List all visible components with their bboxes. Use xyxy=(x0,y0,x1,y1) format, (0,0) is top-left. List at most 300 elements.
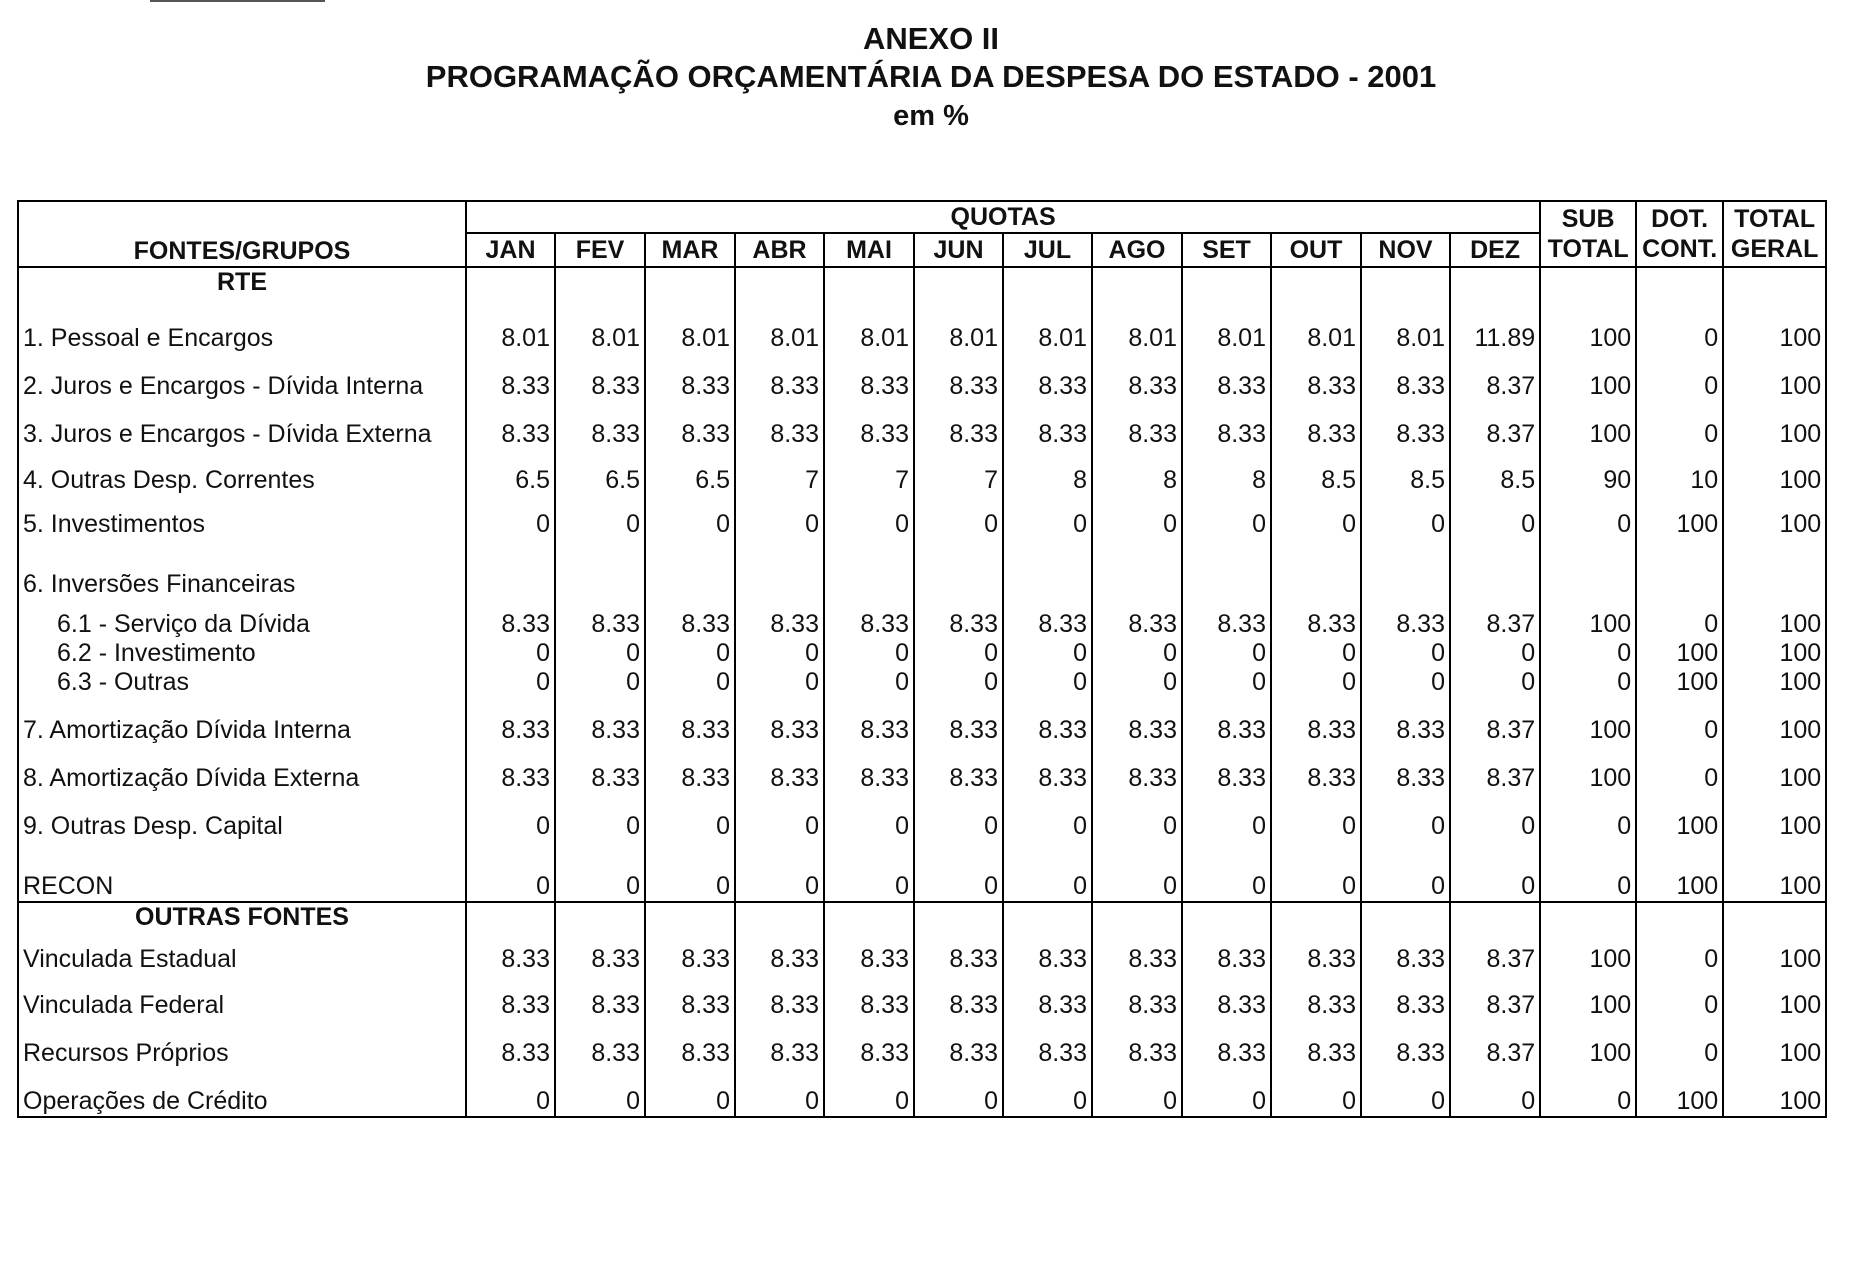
value-cell: 0 xyxy=(1092,841,1182,902)
section-outras-fontes: OUTRAS FONTES xyxy=(18,902,466,932)
value-cell: 8.33 xyxy=(1271,353,1361,401)
value-cell: 8.33 xyxy=(1092,401,1182,449)
scan-artifact xyxy=(150,0,325,2)
value-cell: 8.33 xyxy=(735,745,824,793)
value-cell: 8.33 xyxy=(1092,697,1182,745)
value-cell: 0 xyxy=(1182,495,1271,539)
table-row xyxy=(18,539,1826,599)
empty-cell xyxy=(645,267,735,297)
value-cell: 100 xyxy=(1723,1020,1826,1068)
value-cell: 0 xyxy=(1361,1068,1450,1117)
value-cell: 0 xyxy=(1636,932,1723,974)
value-cell: 100 xyxy=(1540,697,1636,745)
value-cell: 8.33 xyxy=(1003,353,1092,401)
value-cell xyxy=(1182,539,1271,599)
table-row xyxy=(18,668,1826,697)
value-cell: 8.33 xyxy=(555,932,645,974)
empty-cell xyxy=(1003,902,1092,932)
value-cell: 8.33 xyxy=(914,401,1003,449)
empty-cell xyxy=(824,902,914,932)
document-title: ANEXO II xyxy=(862,21,1000,56)
value-cell: 0 xyxy=(1450,1068,1540,1117)
value-cell: 0 xyxy=(1003,495,1092,539)
value-cell: 100 xyxy=(1636,1068,1723,1117)
value-cell: 8.33 xyxy=(1182,401,1271,449)
value-cell: 8.5 xyxy=(1450,449,1540,495)
value-cell: 100 xyxy=(1723,297,1826,353)
value-cell: 100 xyxy=(1540,974,1636,1020)
value-cell: 0 xyxy=(1271,668,1361,697)
month-header-mai: MAI xyxy=(824,233,914,267)
value-cell: 8.33 xyxy=(824,599,914,639)
value-cell: 8.01 xyxy=(1003,297,1092,353)
table-row xyxy=(18,932,1826,974)
value-cell: 8.37 xyxy=(1450,401,1540,449)
value-cell: 11.89 xyxy=(1450,297,1540,353)
value-cell: 0 xyxy=(1361,668,1450,697)
value-cell: 7 xyxy=(735,449,824,495)
value-cell: 100 xyxy=(1723,697,1826,745)
table-row xyxy=(18,745,1826,793)
value-cell: 8.37 xyxy=(1450,697,1540,745)
table-row xyxy=(18,697,1826,745)
value-cell: 8.33 xyxy=(1182,745,1271,793)
value-cell: 0 xyxy=(645,1068,735,1117)
value-cell: 0 xyxy=(914,841,1003,902)
value-cell: 8.33 xyxy=(555,1020,645,1068)
section-rte: RTE xyxy=(18,267,466,297)
section-outras-fontes-row xyxy=(18,902,1826,932)
value-cell: 8.33 xyxy=(645,745,735,793)
value-cell: 0 xyxy=(1450,495,1540,539)
value-cell: 100 xyxy=(1540,1020,1636,1068)
value-cell: 8.01 xyxy=(735,297,824,353)
value-cell: 0 xyxy=(1540,495,1636,539)
value-cell: 0 xyxy=(1182,793,1271,841)
row-label: 5. Investimentos xyxy=(18,495,466,539)
value-cell: 0 xyxy=(824,495,914,539)
empty-cell xyxy=(1636,902,1723,932)
value-cell: 8.33 xyxy=(466,353,555,401)
value-cell: 0 xyxy=(1636,974,1723,1020)
value-cell: 100 xyxy=(1540,353,1636,401)
row-label: Operações de Crédito xyxy=(18,1068,466,1117)
value-cell: 8.33 xyxy=(1092,745,1182,793)
value-cell: 0 xyxy=(645,639,735,668)
value-cell: 0 xyxy=(645,793,735,841)
empty-cell xyxy=(1182,267,1271,297)
value-cell: 8.33 xyxy=(555,974,645,1020)
table-row xyxy=(18,841,1826,902)
value-cell: 0 xyxy=(1092,668,1182,697)
value-cell: 8.33 xyxy=(645,599,735,639)
empty-cell xyxy=(1450,902,1540,932)
value-cell xyxy=(645,539,735,599)
value-cell: 8.33 xyxy=(645,932,735,974)
empty-cell xyxy=(1182,902,1271,932)
value-cell: 100 xyxy=(1723,668,1826,697)
value-cell: 90 xyxy=(1540,449,1636,495)
row-label: 1. Pessoal e Encargos xyxy=(18,297,466,353)
value-cell: 100 xyxy=(1723,793,1826,841)
value-cell: 0 xyxy=(735,793,824,841)
value-cell: 8.33 xyxy=(735,353,824,401)
table-row xyxy=(18,353,1826,401)
row-label: Vinculada Federal xyxy=(18,974,466,1020)
value-cell: 0 xyxy=(824,668,914,697)
value-cell: 0 xyxy=(1450,841,1540,902)
value-cell: 0 xyxy=(555,1068,645,1117)
value-cell: 8.33 xyxy=(824,974,914,1020)
value-cell: 0 xyxy=(824,639,914,668)
value-cell: 100 xyxy=(1723,974,1826,1020)
value-cell: 0 xyxy=(735,495,824,539)
value-cell: 8.33 xyxy=(1271,401,1361,449)
row-label: 6.1 - Serviço da Dívida xyxy=(18,599,466,639)
value-cell: 8.33 xyxy=(1271,974,1361,1020)
value-cell: 7 xyxy=(914,449,1003,495)
value-cell: 0 xyxy=(466,495,555,539)
table-row xyxy=(18,793,1826,841)
value-cell: 8.33 xyxy=(466,932,555,974)
value-cell: 0 xyxy=(1636,297,1723,353)
value-cell: 8.01 xyxy=(824,297,914,353)
value-cell: 8.33 xyxy=(1271,932,1361,974)
value-cell: 8.01 xyxy=(1271,297,1361,353)
value-cell: 8.01 xyxy=(466,297,555,353)
empty-cell xyxy=(735,267,824,297)
value-cell: 0 xyxy=(1636,353,1723,401)
empty-cell xyxy=(1271,267,1361,297)
empty-cell xyxy=(914,267,1003,297)
value-cell: 6.5 xyxy=(645,449,735,495)
value-cell xyxy=(1092,539,1182,599)
value-cell: 8.33 xyxy=(466,599,555,639)
value-cell: 100 xyxy=(1723,353,1826,401)
value-cell: 8.33 xyxy=(645,974,735,1020)
value-cell: 100 xyxy=(1723,841,1826,902)
value-cell: 8.37 xyxy=(1450,599,1540,639)
value-cell: 0 xyxy=(466,668,555,697)
value-cell: 0 xyxy=(1003,841,1092,902)
empty-cell xyxy=(1092,902,1182,932)
value-cell: 8.33 xyxy=(555,401,645,449)
value-cell: 0 xyxy=(735,1068,824,1117)
value-cell: 0 xyxy=(1182,1068,1271,1117)
value-cell xyxy=(1450,539,1540,599)
value-cell: 8.33 xyxy=(1003,745,1092,793)
value-cell: 8.33 xyxy=(645,353,735,401)
value-cell: 0 xyxy=(1003,639,1092,668)
value-cell: 0 xyxy=(824,841,914,902)
value-cell: 8.33 xyxy=(914,697,1003,745)
value-cell: 8.33 xyxy=(466,974,555,1020)
value-cell: 8.33 xyxy=(914,974,1003,1020)
value-cell: 8.33 xyxy=(1361,745,1450,793)
value-cell: 0 xyxy=(645,668,735,697)
value-cell: 8.33 xyxy=(1361,974,1450,1020)
value-cell: 8.33 xyxy=(1182,932,1271,974)
value-cell: 8.33 xyxy=(1092,974,1182,1020)
value-cell: 0 xyxy=(914,639,1003,668)
value-cell: 0 xyxy=(1636,599,1723,639)
empty-cell xyxy=(1003,267,1092,297)
month-header-ago: AGO xyxy=(1092,233,1182,267)
value-cell: 0 xyxy=(1003,1068,1092,1117)
value-cell: 100 xyxy=(1636,668,1723,697)
empty-cell xyxy=(1271,902,1361,932)
value-cell: 0 xyxy=(555,495,645,539)
value-cell: 8.33 xyxy=(1361,1020,1450,1068)
value-cell: 8.33 xyxy=(1003,974,1092,1020)
value-cell: 0 xyxy=(1182,841,1271,902)
table-row xyxy=(18,599,1826,639)
empty-cell xyxy=(1540,902,1636,932)
value-cell: 100 xyxy=(1540,932,1636,974)
value-cell: 8.33 xyxy=(914,745,1003,793)
value-cell xyxy=(1540,539,1636,599)
value-cell: 8.01 xyxy=(914,297,1003,353)
value-cell: 8.33 xyxy=(824,1020,914,1068)
value-cell: 8.33 xyxy=(824,745,914,793)
value-cell: 8.33 xyxy=(735,974,824,1020)
value-cell: 8.33 xyxy=(914,599,1003,639)
row-label: 7. Amortização Dívida Interna xyxy=(18,697,466,745)
value-cell: 100 xyxy=(1636,495,1723,539)
value-cell: 8.33 xyxy=(466,697,555,745)
value-cell: 8.33 xyxy=(1361,353,1450,401)
value-cell: 100 xyxy=(1723,932,1826,974)
value-cell: 8.33 xyxy=(735,932,824,974)
value-cell: 8.33 xyxy=(1361,401,1450,449)
totalgeral-header: TOTAL GERAL xyxy=(1723,201,1826,267)
value-cell xyxy=(466,539,555,599)
value-cell xyxy=(1636,539,1723,599)
value-cell: 8.33 xyxy=(1003,401,1092,449)
document-subtitle: PROGRAMAÇÃO ORÇAMENTÁRIA DA DESPESA DO ESTADO - 2001 xyxy=(425,59,1437,94)
month-header-set: SET xyxy=(1182,233,1271,267)
value-cell: 8.33 xyxy=(466,745,555,793)
month-header-abr: ABR xyxy=(735,233,824,267)
row-label: 2. Juros e Encargos - Dívida Interna xyxy=(18,353,466,401)
value-cell: 0 xyxy=(1540,793,1636,841)
value-cell: 8.33 xyxy=(1003,932,1092,974)
value-cell: 0 xyxy=(466,793,555,841)
value-cell: 0 xyxy=(1636,401,1723,449)
value-cell: 0 xyxy=(914,668,1003,697)
table-row xyxy=(18,1068,1826,1117)
value-cell: 0 xyxy=(1540,1068,1636,1117)
row-label: RECON xyxy=(18,841,466,902)
table-row xyxy=(18,297,1826,353)
value-cell: 8.33 xyxy=(1182,1020,1271,1068)
value-cell xyxy=(1271,539,1361,599)
value-cell: 8.33 xyxy=(1271,697,1361,745)
table-row xyxy=(18,449,1826,495)
value-cell: 0 xyxy=(824,793,914,841)
value-cell: 0 xyxy=(1450,793,1540,841)
value-cell xyxy=(1361,539,1450,599)
month-header-fev: FEV xyxy=(555,233,645,267)
value-cell: 0 xyxy=(1092,793,1182,841)
value-cell: 8.37 xyxy=(1450,932,1540,974)
row-label: 3. Juros e Encargos - Dívida Externa xyxy=(18,401,466,449)
value-cell: 8 xyxy=(1003,449,1092,495)
value-cell: 8.01 xyxy=(645,297,735,353)
value-cell: 100 xyxy=(1723,599,1826,639)
value-cell: 6.5 xyxy=(466,449,555,495)
month-header-dez: DEZ xyxy=(1450,233,1540,267)
value-cell: 0 xyxy=(1271,639,1361,668)
value-cell: 0 xyxy=(466,841,555,902)
value-cell: 0 xyxy=(645,495,735,539)
empty-cell xyxy=(466,267,555,297)
value-cell: 10 xyxy=(1636,449,1723,495)
value-cell: 8.33 xyxy=(824,353,914,401)
value-cell: 0 xyxy=(555,793,645,841)
value-cell: 0 xyxy=(1361,495,1450,539)
value-cell: 0 xyxy=(1092,1068,1182,1117)
value-cell: 100 xyxy=(1540,745,1636,793)
subtotal-header: SUB TOTAL xyxy=(1540,201,1636,267)
value-cell: 0 xyxy=(1182,639,1271,668)
value-cell: 8.33 xyxy=(1092,353,1182,401)
value-cell: 8.5 xyxy=(1361,449,1450,495)
value-cell: 7 xyxy=(824,449,914,495)
value-cell: 0 xyxy=(1636,745,1723,793)
value-cell: 0 xyxy=(735,639,824,668)
table-row xyxy=(18,1020,1826,1068)
table-row xyxy=(18,495,1826,539)
row-label: 6.2 - Investimento xyxy=(18,639,466,668)
empty-cell xyxy=(914,902,1003,932)
value-cell: 8.33 xyxy=(1271,599,1361,639)
empty-cell xyxy=(466,902,555,932)
empty-cell xyxy=(1540,267,1636,297)
value-cell xyxy=(914,539,1003,599)
value-cell: 8.33 xyxy=(824,697,914,745)
value-cell: 0 xyxy=(1450,668,1540,697)
row-label: 9. Outras Desp. Capital xyxy=(18,793,466,841)
month-header-jul: JUL xyxy=(1003,233,1092,267)
value-cell: 0 xyxy=(555,841,645,902)
month-header-out: OUT xyxy=(1271,233,1361,267)
value-cell: 8.01 xyxy=(555,297,645,353)
value-cell: 8.33 xyxy=(1003,599,1092,639)
value-cell: 8.33 xyxy=(645,401,735,449)
empty-cell xyxy=(824,267,914,297)
value-cell: 8.33 xyxy=(1182,599,1271,639)
value-cell xyxy=(555,539,645,599)
value-cell xyxy=(735,539,824,599)
value-cell: 8.33 xyxy=(735,401,824,449)
value-cell: 0 xyxy=(1540,639,1636,668)
value-cell: 0 xyxy=(735,841,824,902)
value-cell: 8.5 xyxy=(1271,449,1361,495)
month-header-jun: JUN xyxy=(914,233,1003,267)
section-rte-row xyxy=(18,267,1826,297)
value-cell: 100 xyxy=(1723,1068,1826,1117)
value-cell: 8.33 xyxy=(1092,1020,1182,1068)
value-cell: 8.01 xyxy=(1092,297,1182,353)
value-cell: 0 xyxy=(1182,668,1271,697)
value-cell: 8 xyxy=(1092,449,1182,495)
value-cell: 8.33 xyxy=(1361,932,1450,974)
value-cell: 0 xyxy=(914,495,1003,539)
value-cell: 0 xyxy=(466,639,555,668)
value-cell: 0 xyxy=(555,639,645,668)
value-cell: 8.33 xyxy=(555,599,645,639)
value-cell: 100 xyxy=(1636,639,1723,668)
value-cell: 8.37 xyxy=(1450,745,1540,793)
value-cell: 8.33 xyxy=(1361,697,1450,745)
value-cell xyxy=(1723,539,1826,599)
value-cell: 8.33 xyxy=(1271,745,1361,793)
value-cell: 0 xyxy=(466,1068,555,1117)
value-cell: 8.33 xyxy=(466,1020,555,1068)
table-row xyxy=(18,401,1826,449)
value-cell: 0 xyxy=(1450,639,1540,668)
row-label: 8. Amortização Dívida Externa xyxy=(18,745,466,793)
value-cell: 6.5 xyxy=(555,449,645,495)
value-cell: 8.33 xyxy=(1092,599,1182,639)
row-label: Recursos Próprios xyxy=(18,1020,466,1068)
dotcont-header: DOT. CONT. xyxy=(1636,201,1723,267)
value-cell: 8.37 xyxy=(1450,353,1540,401)
table-row xyxy=(18,639,1826,668)
empty-cell xyxy=(1361,267,1450,297)
value-cell: 0 xyxy=(1092,495,1182,539)
value-cell: 0 xyxy=(1636,1020,1723,1068)
value-cell: 8.33 xyxy=(555,353,645,401)
budget-table xyxy=(17,200,1827,1118)
row-label: 6. Inversões Financeiras xyxy=(18,539,466,599)
row-label: 6.3 - Outras xyxy=(18,668,466,697)
value-cell: 8.33 xyxy=(1182,697,1271,745)
value-cell: 100 xyxy=(1636,841,1723,902)
value-cell xyxy=(824,539,914,599)
unit-label: em % xyxy=(893,100,969,132)
empty-cell xyxy=(1723,902,1826,932)
value-cell: 0 xyxy=(1540,668,1636,697)
value-cell: 0 xyxy=(555,668,645,697)
value-cell: 8.33 xyxy=(735,1020,824,1068)
value-cell: 8.33 xyxy=(645,697,735,745)
value-cell: 0 xyxy=(1271,1068,1361,1117)
empty-cell xyxy=(1723,267,1826,297)
value-cell: 8.33 xyxy=(1003,1020,1092,1068)
value-cell: 8.01 xyxy=(1182,297,1271,353)
value-cell: 8 xyxy=(1182,449,1271,495)
value-cell: 100 xyxy=(1723,639,1826,668)
value-cell: 0 xyxy=(1361,841,1450,902)
value-cell: 100 xyxy=(1540,599,1636,639)
value-cell: 0 xyxy=(914,793,1003,841)
value-cell: 8.37 xyxy=(1450,1020,1540,1068)
value-cell: 0 xyxy=(1271,841,1361,902)
value-cell: 8.33 xyxy=(824,932,914,974)
value-cell: 100 xyxy=(1540,297,1636,353)
value-cell: 8.33 xyxy=(914,353,1003,401)
empty-cell xyxy=(1361,902,1450,932)
value-cell: 8.33 xyxy=(1092,932,1182,974)
value-cell: 8.37 xyxy=(1450,974,1540,1020)
value-cell: 0 xyxy=(1361,639,1450,668)
row-label: 4. Outras Desp. Correntes xyxy=(18,449,466,495)
row-label: Vinculada Estadual xyxy=(18,932,466,974)
value-cell: 0 xyxy=(1271,793,1361,841)
value-cell: 0 xyxy=(1003,793,1092,841)
